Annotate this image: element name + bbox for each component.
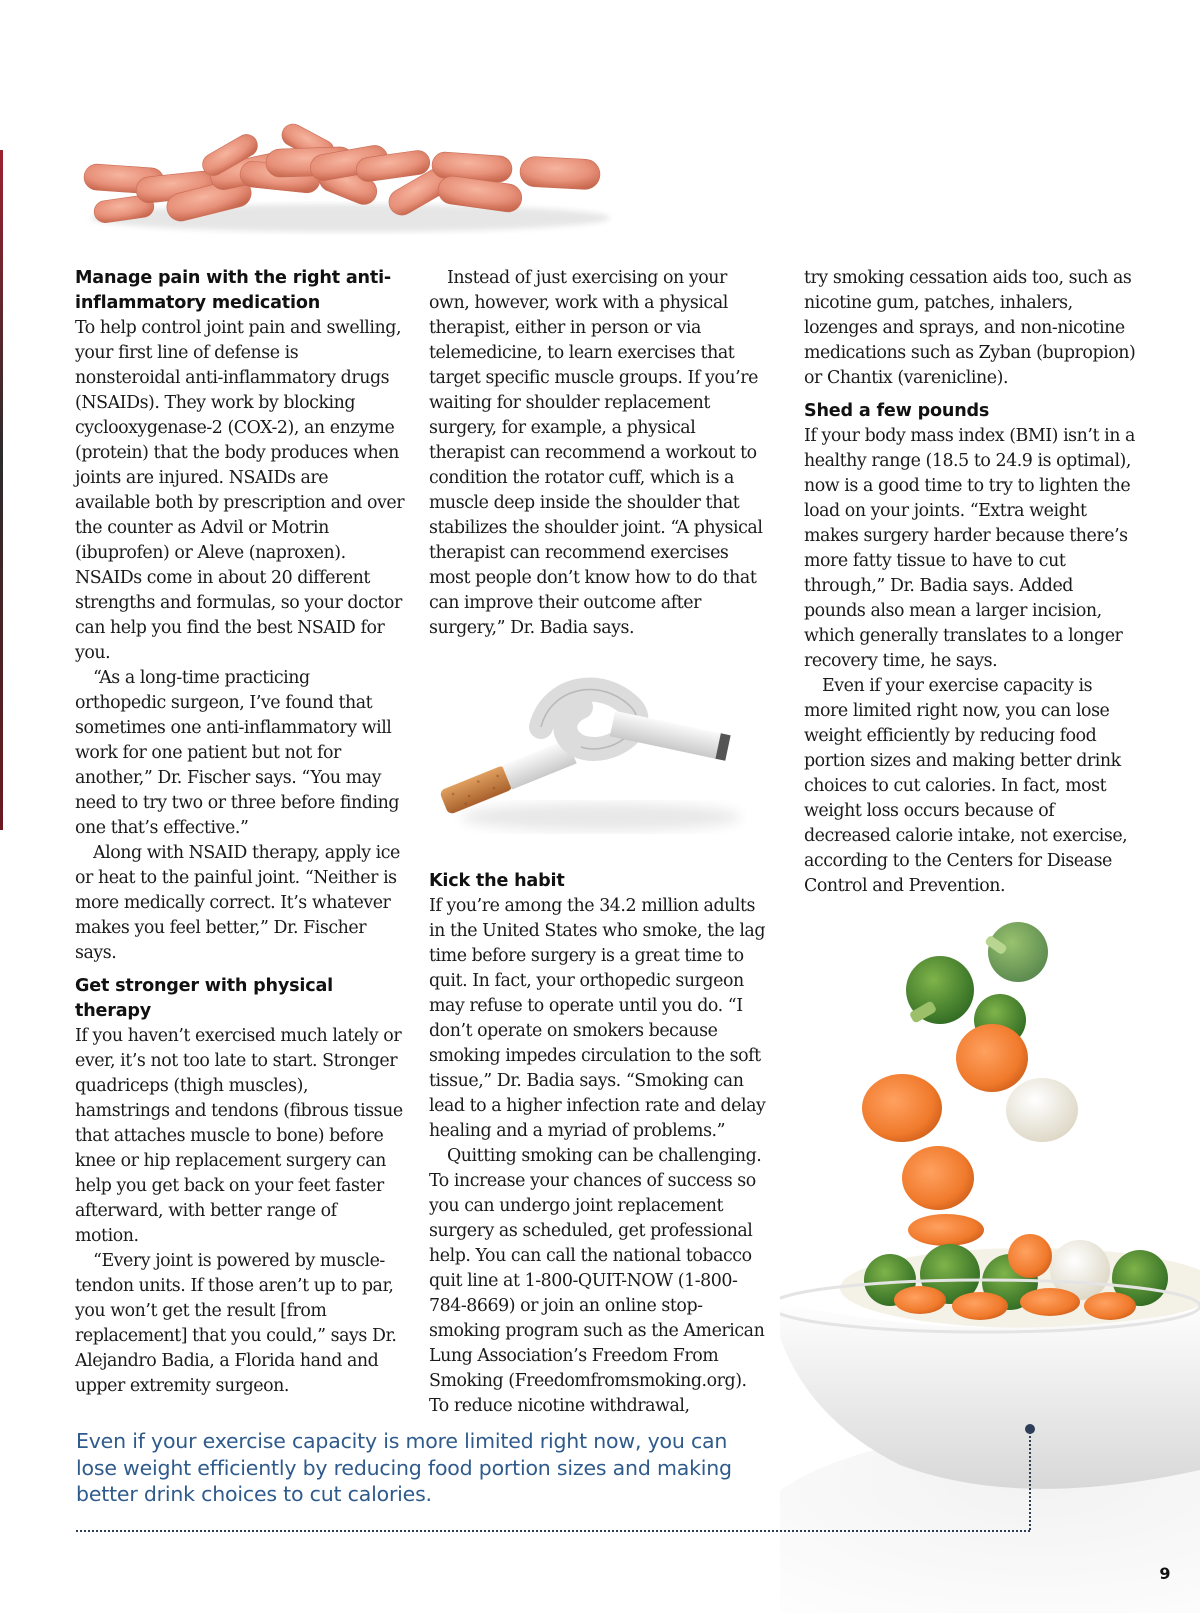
heading-shed-pounds: Shed a few pounds xyxy=(804,401,990,421)
paragraph: Along with NSAID therapy, apply ice or heat to the painful joint. “Neither is more medically correct. It’s whatever makes you feel better,” Dr. Fischer says. xyxy=(75,843,400,963)
paragraph: try smoking cessation aids too, such as nicotine gum, patches, inhalers, lozenges and sprays, and non-nicotine medications such as Zyban (bupropion) or Chantix (varenicline). xyxy=(804,268,1136,388)
column-middle xyxy=(429,266,769,1419)
column-right xyxy=(804,266,1139,899)
paragraph: “Every joint is powered by muscle-tendon units. If those aren’t up to par, you won’t get the result [from replacement] that you could,” says Dr. Alejandro Badia, a Florida hand and upper extremity surgeon. xyxy=(75,1251,397,1396)
paragraph: If you’re among the 34.2 million adults in the United States who smoke, the lag time before surgery is a great time to quit. In fact, your orthopedic surgeon may refuse to operate until you do. “I don’t operate on smokers because smoking impedes circulation to the soft tissue,” Dr. Badia says. “Smoking can lead to a higher infection rate and delay healing and a myriad of problems.” xyxy=(429,896,766,1141)
paragraph: Quitting smoking can be challenging. To increase your chances of success so you can undergo joint replacement surgery as scheduled, get professional help. You can call the national tobacco quit line at 1-800-QUIT-NOW (1-800-784-8669) or join an online stop-smoking program such as the American Lung Association’s Freedom From Smoking (Freedomfromsmoking.org). To reduce nicotine withdrawal, xyxy=(429,1146,765,1416)
dotted-rule-horizontal xyxy=(76,1530,1030,1532)
paragraph: If you haven’t exercised much lately or ever, it’s not too late to start. Stronger quadriceps (thigh muscles), hamstrings and tendons (fibrous tissue that attaches muscle to bone) before knee or hip replacement surgery can help you get back on your feet faster afterward, with better range of motion. xyxy=(75,1026,403,1246)
paragraph: To help control joint pain and swelling, your first line of defense is nonsteroidal anti-inflammatory drugs (NSAIDs). They work by blocking cyclooxygenase-2 (COX-2), an enzyme (protein) that the body produces when joints are injured. NSAIDs are available both by prescription and over the counter as Advil or Motrin (ibuprofen) or Aleve (naproxen). NSAIDs come in about 20 different strengths and formulas, so your doctor can help you find the best NSAID for you. xyxy=(75,318,405,663)
page-edge-strip xyxy=(0,150,3,830)
page-number: 9 xyxy=(1159,1564,1171,1583)
column-left xyxy=(75,266,405,1399)
dotted-rule-vertical xyxy=(1029,1432,1031,1530)
dotted-rule-endpoint xyxy=(1025,1424,1035,1434)
heading-kick-habit: Kick the habit xyxy=(429,871,565,891)
paragraph: If your body mass index (BMI) isn’t in a healthy range (18.5 to 24.9 is optimal), now is a good time to try to lighten the load on your joints. “Extra weight makes surgery harder because there’s more fatty tissue to have to cut through,” Dr. Badia says. Added pounds also mean a larger incision, which generally translates to a longer recovery time, he says. xyxy=(804,426,1135,671)
vegetable-bowl-photo xyxy=(780,910,1200,1613)
pull-quote: Even if your exercise capacity is more limited right now, you can lose weight efficiently by reducing food portion sizes and making better drink choices to cut calories. xyxy=(76,1429,732,1506)
knotted-cigarette-photo xyxy=(431,667,761,842)
paragraph: Even if your exercise capacity is more limited right now, you can lose weight efficiently by reducing food portion sizes and making better drink choices to cut calories. In fact, most weight loss occurs because of decreased calorie intake, not exercise, according to the Centers for Disease Control and Prevention. xyxy=(804,676,1128,896)
heading-pain-medication: Manage pain with the right anti-inflammatory medication xyxy=(75,268,392,313)
pills-photo xyxy=(70,120,630,240)
heading-physical-therapy: Get stronger with physical therapy xyxy=(75,976,333,1021)
paragraph: Instead of just exercising on your own, however, work with a physical therapist, either in person or via telemedicine, to learn exercises that target specific muscle groups. If you’re waiting for shoulder replacement surgery, for example, a physical therapist can recommend a workout to condition the rotator cuff, which is a muscle deep inside the shoulder that stabilizes the shoulder joint. “A physical therapist can recommend exercises most people don’t know how to do that can improve their outcome after surgery,” Dr. Badia says. xyxy=(429,268,763,638)
paragraph: “As a long-time practicing orthopedic surgeon, I’ve found that sometimes one anti-inflammatory will work for one patient but not for another,” Dr. Fischer says. “You may need to try two or three before finding one that’s effective.” xyxy=(75,668,400,838)
